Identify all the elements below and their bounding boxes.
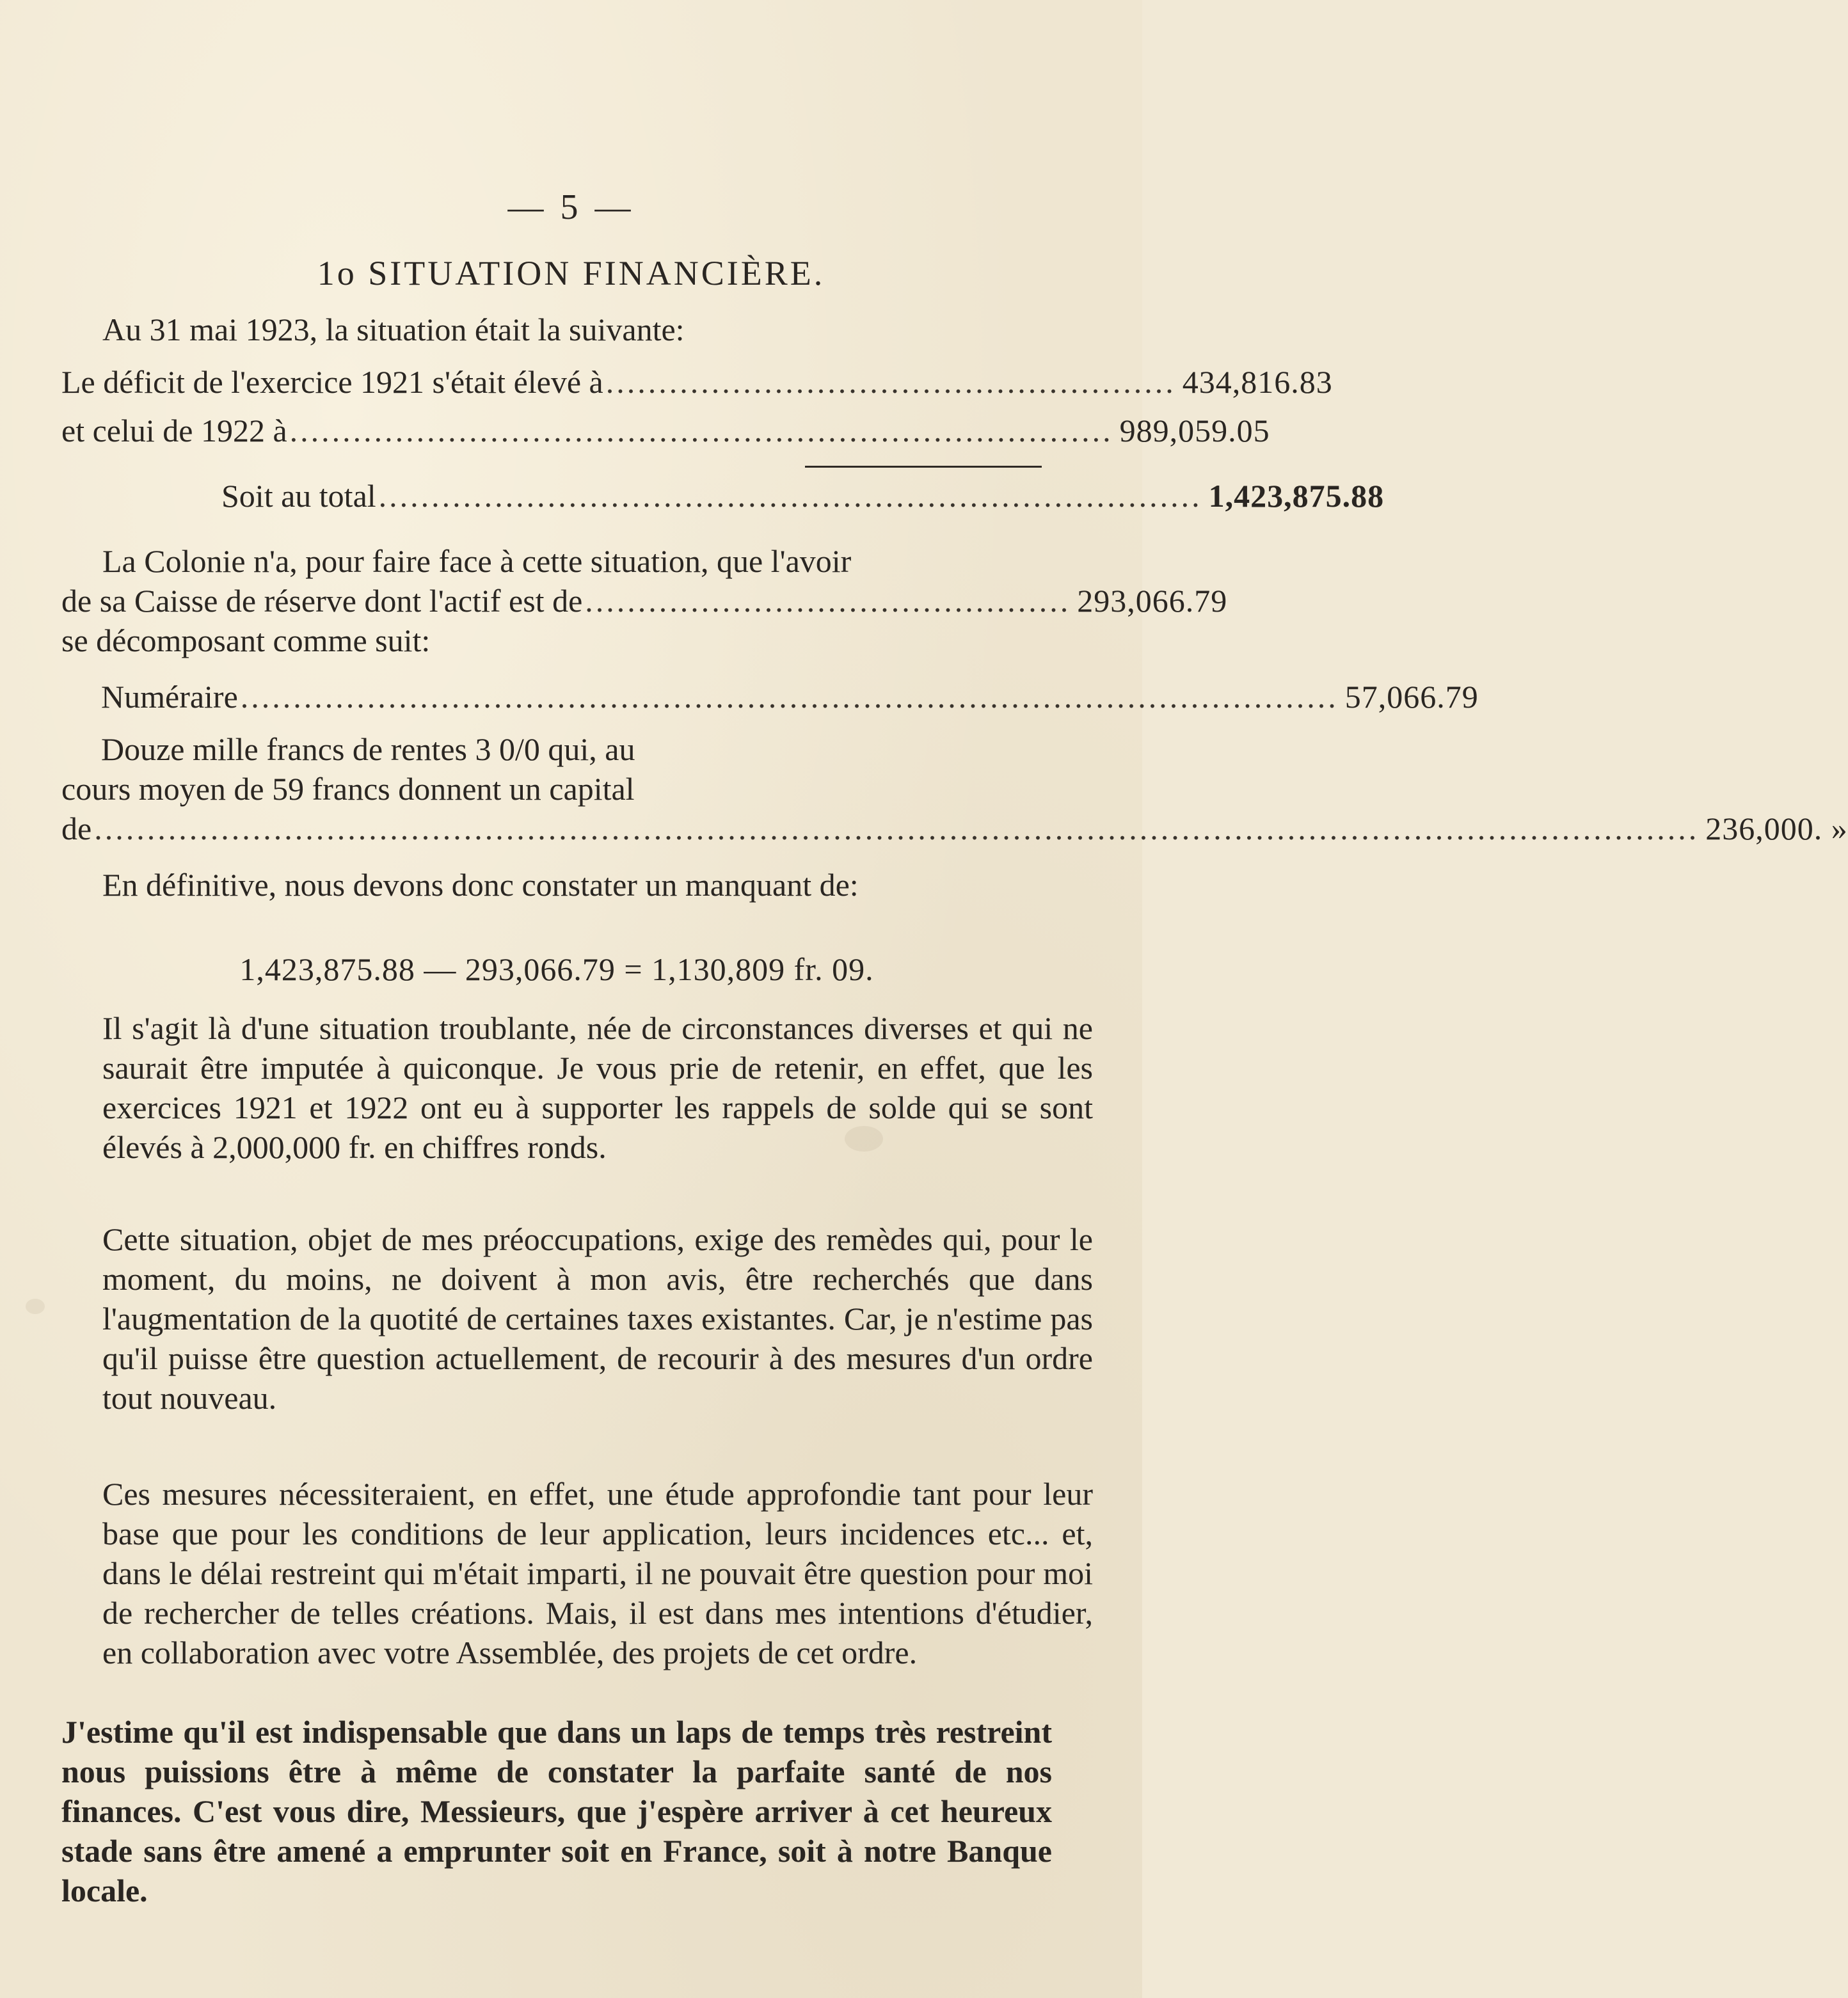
breakdown-amount: 236,000. » (1705, 811, 1848, 846)
page-number: — 5 — (507, 187, 635, 227)
paragraph-3a: Ces mesures nécessiteraient, en effet, une étude approfondie tant pour leur base que pour les conditions de leur application, leurs incidences etc... et, dans le délai restreint qui m'était imparti, il ne pouvait être question pour moi de rechercher de telles créations. Mais, il est dans mes intentions d'étudier, en collaboration avec votre Assemblée, des projets de cet ordre. (102, 1476, 1093, 1670)
leader-dots: ...................................................... (605, 364, 1176, 400)
leader-dots: .............................................................................. (289, 413, 1113, 448)
calculation-line: 1,423,875.88 — 293,066.79 = 1,130,809 fr. 09. (239, 951, 874, 987)
breakdown-amount: 57,066.79 (1344, 679, 1479, 715)
sum-rule (805, 466, 1042, 468)
reserve-label: de sa Caisse de réserve dont l'actif est de (61, 583, 583, 619)
ledger-deficit-1921 (61, 362, 1333, 402)
leader-dots: ........................................................................................................ (240, 679, 1339, 715)
intro-line: Au 31 mai 1923, la situation était la suivante: (102, 312, 685, 347)
ledger-label: et celui de 1922 à (61, 413, 287, 448)
ledger-total (61, 476, 1385, 516)
leader-dots: .............................................................................. (378, 478, 1202, 514)
ledger-amount: 989,059.05 (1119, 413, 1270, 448)
reserve-line-2 (61, 581, 1228, 621)
paragraph-1: Il s'agit là d'une situation troublante, née de circonstances diverses et qui ne saurait être imputée à quiconque. Je vous prie de retenir, en effet, que les exercices 1921 et 1922 ont eu à supporter les rappels de solde qui se sont élevés à 2,000,000 fr. en chiffres ronds. (102, 1010, 1093, 1165)
breakdown-label: Numéraire (101, 679, 238, 715)
leader-dots: .............................................. (585, 583, 1071, 619)
ledger-deficit-1922 (61, 411, 1270, 450)
breakdown-label: de (61, 811, 92, 846)
paper-smudge (26, 1299, 45, 1314)
breakdown-rentes-line-1: Douze mille francs de rentes 3 0/0 qui, au (101, 731, 635, 767)
breakdown-numeraire (61, 677, 1479, 717)
definitive-line: En définitive, nous devons donc constater un manquant de: (102, 867, 859, 903)
ledger-amount: 434,816.83 (1182, 364, 1333, 400)
breakdown-rentes-line-3 (61, 809, 1848, 848)
ledger-label: Le déficit de l'exercice 1921 s'était élevé à (61, 364, 603, 400)
ledger-amount: 1,423,875.88 (1208, 478, 1385, 514)
section-title: 1o SITUATION FINANCIÈRE. (317, 254, 825, 292)
reserve-line-3: se décomposant comme suit: (61, 622, 431, 658)
paragraph-2: Cette situation, objet de mes préoccupations, exige des remèdes qui, pour le moment, du moins, ne doivent à mon avis, être recherchés que dans l'augmentation de la quotité de certaines taxes existantes. Car, je n'estime pas qu'il puisse être question actuellement, de recourir à des mesures d'un ordre tout nouveau. (102, 1221, 1093, 1416)
reserve-amount: 293,066.79 (1077, 583, 1228, 619)
breakdown-rentes-line-2: cours moyen de 59 francs donnent un capital (61, 771, 635, 807)
paragraph-3b: J'estime qu'il est indispensable que dans un laps de temps très restreint nous puissions être à même de constater la parfaite santé de nos finances. C'est vous dire, Messieurs, que j'espère arriver à cet heureux stade sans être amené a emprunter soit en France, soit à notre Banque locale. (61, 1714, 1052, 1908)
leader-dots: ........................................................................................................................................................ (94, 811, 1700, 846)
ledger-label: Soit au total (221, 478, 376, 514)
reserve-line-1: La Colonie n'a, pour faire face à cette situation, que l'avoir (102, 543, 852, 579)
